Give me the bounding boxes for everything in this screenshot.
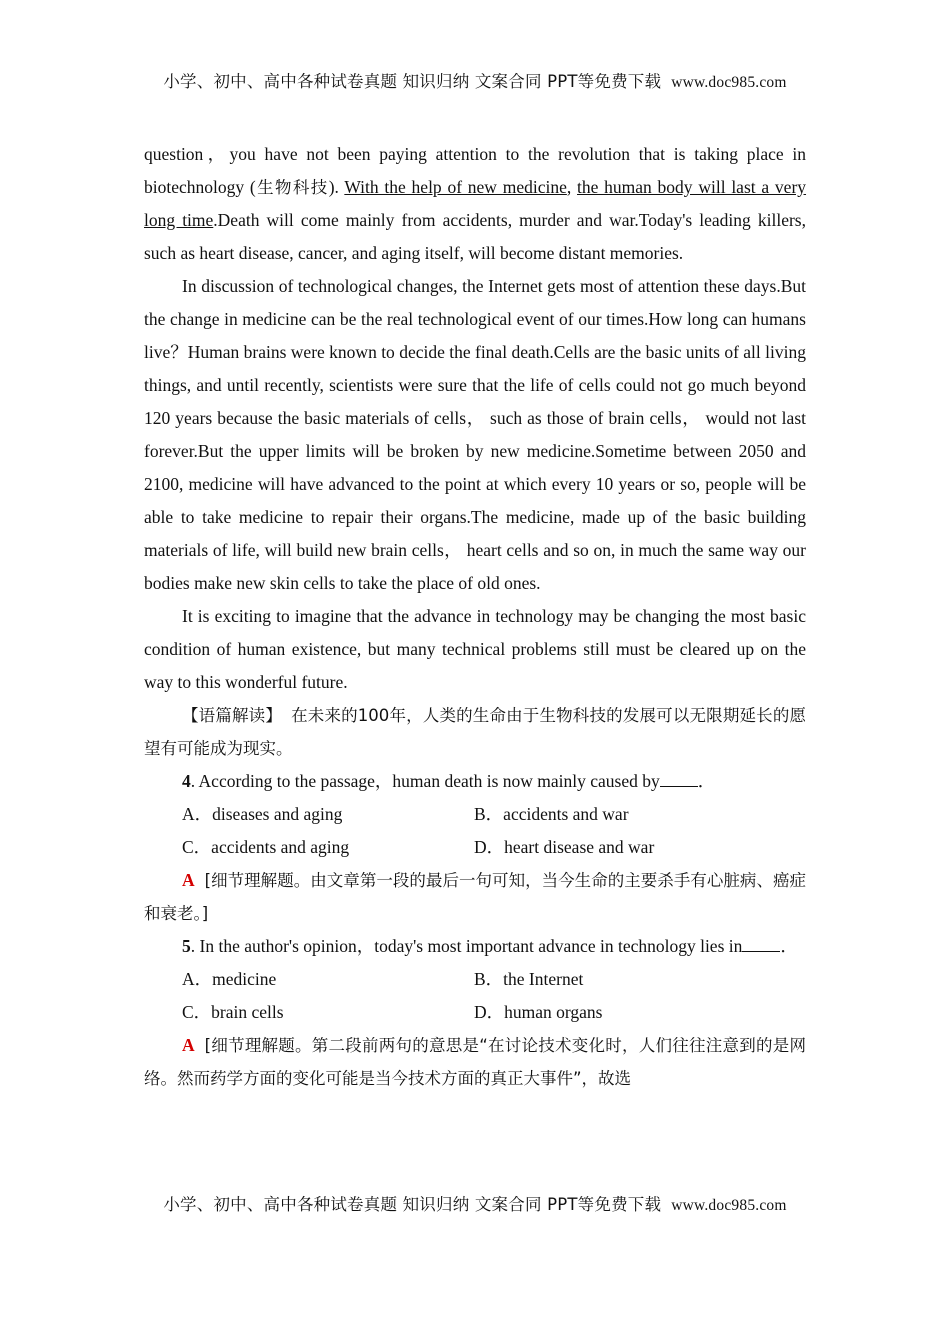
options-row	[144, 798, 806, 831]
passage-paragraph-1	[144, 138, 806, 270]
reading-label: 【语篇解读】	[182, 706, 283, 725]
p1-text-d: .Death will come mainly from accidents, murder and war.Today's leading killers, such as heart disease, cancer, and aging itself, will become distant memories.	[144, 210, 806, 263]
answer-explanation-4	[144, 864, 806, 930]
question-stem: . According to the passage，human death is now mainly caused by	[190, 771, 660, 791]
answer-explanation-5	[144, 1029, 806, 1095]
option-c: C．brain cells	[182, 1002, 284, 1022]
question-end: ．	[780, 936, 798, 956]
footer-text: 小学、初中、高中各种试卷真题 知识归纳 文案合同 PPT等免费下载	[163, 1195, 662, 1214]
passage-paragraph-3: It is exciting to imagine that the advance in technology may be changing the most basic condition of human existence, but many technical problems still must be cleared up on the way to this wonderful future.	[144, 606, 806, 692]
passage-paragraph-2: In discussion of technological changes, the Internet gets most of attention these days.But the change in medicine can be the real technological event of our times.How long can humans live？Human brains were known to decide the final death.Cells are the basic units of all living things, and until recently, scientists were sure that the life of cells could not go much beyond 120 years because the basic materials of cells， such as those of brain cells， would not last forever.But the upper limits will be broken by new medicine.Sometime between 2050 and 2100, medicine will have advanced to the point at which every 10 years or so, people will be able to take medicine to repair their organs.The medicine, made up of the basic building materials of life, will build new brain cells， heart cells and so on, in much the same way our bodies make new skin cells to take the place of old ones.	[144, 276, 806, 593]
answer-blank	[660, 766, 698, 787]
header-text: 小学、初中、高中各种试卷真题 知识归纳 文案合同 PPT等免费下载	[163, 72, 662, 91]
question-end: ．	[697, 771, 716, 791]
option-b: B．the Internet	[474, 969, 584, 989]
reading-note	[144, 699, 806, 765]
explanation-text: [细节理解题。第二段前两句的意思是“在讨论技术变化时，人们往往注意到的是网络。然而药学方面的变化可能是当今技术方面的真正大事件”，故选	[144, 1036, 806, 1088]
footer-site[interactable]: www.doc985.com	[671, 1197, 787, 1214]
question-number: 4	[182, 771, 191, 791]
p1-chinese-term: 生物科技	[255, 178, 329, 197]
p1-text-a: question，you have not been paying attention to the revolution that is taking place in biotechnology (	[144, 144, 806, 197]
document-body	[144, 138, 806, 1095]
question-number: 5	[182, 936, 191, 956]
option-a: A．diseases and aging	[182, 804, 343, 824]
option-c: C．accidents and aging	[182, 837, 350, 857]
underlined-phrase-2: the human body will last a very long time	[144, 177, 807, 230]
reading-text: 在未来的100年，人类的生命由于生物科技的发展可以无限期延长的愿望有可能成为现实。	[144, 706, 807, 758]
page-header	[0, 68, 950, 92]
option-a: A．medicine	[182, 969, 277, 989]
p1-text-b: ).	[328, 177, 339, 197]
question-4	[144, 765, 806, 798]
option-d: D．heart disease and war	[474, 837, 655, 857]
options-row	[144, 831, 806, 864]
p1-text-c: ,	[566, 177, 578, 197]
explanation-text: [细节理解题。由文章第一段的最后一句可知，当今生命的主要杀手有心脏病、癌症和衰老。]	[144, 871, 806, 923]
underlined-phrase-1: With the help of new medicine	[344, 177, 567, 197]
answer-blank	[742, 931, 780, 952]
option-d: D．human organs	[474, 1002, 603, 1022]
options-row	[144, 963, 806, 996]
answer-letter: A	[182, 870, 195, 890]
question-5	[144, 930, 806, 963]
option-b: B．accidents and war	[474, 804, 629, 824]
question-stem: . In the author's opinion，today's most important advance in technology lies in	[190, 936, 743, 956]
answer-letter: A	[182, 1035, 195, 1055]
options-row	[144, 996, 806, 1029]
page-footer	[0, 1191, 950, 1215]
header-site[interactable]: www.doc985.com	[671, 74, 787, 91]
